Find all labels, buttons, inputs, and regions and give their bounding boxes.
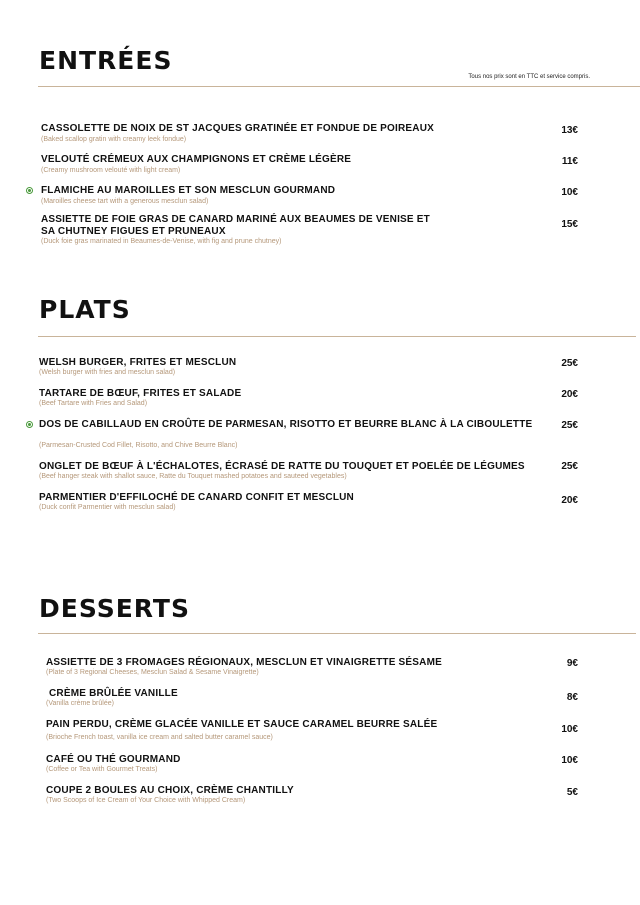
item-name: ASSIETTE DE 3 FROMAGES RÉGIONAUX, MESCLUN ET VINAIGRETTE SÉSAME [46,657,442,668]
item-price: 13€ [561,125,578,136]
item-description: (Brioche French toast, vanilla ice cream and salted butter caramel sauce) [46,734,273,741]
item-price: 10€ [561,755,578,766]
item-description: (Duck confit Parmentier with mesclun salad) [39,504,176,511]
item-price: 20€ [561,389,578,400]
item-description: (Vanilla crème brûlée) [46,700,114,707]
item-price: 15€ [561,219,578,230]
item-name: ASSIETTE DE FOIE GRAS DE CANARD MARINÉ AUX BEAUMES DE VENISE ET SA CHUTNEY FIGUES ET PRUNEAUX [41,214,430,237]
item-description: (Plate of 3 Regional Cheeses, Mesclun Salad & Sesame Vinaigrette) [46,669,259,676]
item-name: CASSOLETTE DE NOIX DE ST JACQUES GRATINÉE ET FONDUE DE POIREAUX [41,123,435,134]
item-description: (Two Scoops of Ice Cream of Your Choice with Whipped Cream) [46,797,246,804]
item-description: (Welsh burger with fries and mesclun salad) [39,369,176,376]
price-note: Tous nos prix sont en TTC et service compris. [468,74,590,80]
item-description: (Duck foie gras marinated in Beaumes-de-Venise, with fig and prune chutney) [41,238,282,245]
item-price: 5€ [566,787,578,798]
section-title-entrees: ENTRÉES [39,46,173,75]
item-name: PAIN PERDU, CRÈME GLACÉE VANILLE ET SAUCE CARAMEL BEURRE SALÉE [46,719,438,730]
item-price: 9€ [566,658,578,669]
item-description: (Coffee or Tea with Gourmet Treats) [46,766,158,773]
section-divider [38,86,640,87]
item-name: COUPE 2 BOULES AU CHOIX, CRÈME CHANTILLY [46,785,294,796]
item-price: 8€ [566,692,578,703]
item-price: 20€ [561,495,578,506]
item-price: 25€ [561,358,578,369]
item-description: (Beef hanger steak with shallot sauce, Ratte du Touquet mashed potatoes and sauteed vegetables) [39,473,347,480]
item-name: WELSH BURGER, FRITES ET MESCLUN [39,357,237,368]
section-title-plats: PLATS [39,295,131,324]
vegetarian-icon [26,187,33,194]
item-price: 10€ [561,724,578,735]
item-name: VELOUTÉ CRÉMEUX AUX CHAMPIGNONS ET CRÈME LÉGÈRE [41,154,352,165]
item-name: PARMENTIER D'EFFILOCHÉ DE CANARD CONFIT ET MESCLUN [39,492,354,503]
item-name: ONGLET DE BŒUF À L'ÉCHALOTES, ÉCRASÉ DE RATTE DU TOUQUET ET POELÉE DE LÉGUMES [39,461,525,472]
item-description: (Baked scallop gratin with creamy leek fondue) [41,136,187,143]
item-price: 10€ [561,187,578,198]
section-divider [38,633,636,634]
item-price: 25€ [561,461,578,472]
item-name: TARTARE DE BŒUF, FRITES ET SALADE [39,388,242,399]
section-divider [38,336,636,337]
item-description: (Maroilles cheese tart with a generous mesclun salad) [41,198,209,205]
item-name: DOS DE CABILLAUD EN CROÛTE DE PARMESAN, RISOTTO ET BEURRE BLANC À LA CIBOULETTE [39,419,533,430]
item-name: FLAMICHE AU MAROILLES ET SON MESCLUN GOURMAND [41,185,336,196]
item-name: CRÈME BRÛLÉE VANILLE [49,688,178,699]
section-title-desserts: DESSERTS [39,594,190,623]
item-description: (Creamy mushroom velouté with light cream) [41,167,181,174]
item-description: (Parmesan-Crusted Cod Fillet, Risotto, and Chive Beurre Blanc) [39,442,238,449]
item-price: 11€ [561,156,578,167]
item-price: 25€ [561,420,578,431]
vegetarian-icon [26,421,33,428]
item-description: (Beef Tartare with Fries and Salad) [39,400,148,407]
item-name: CAFÉ OU THÉ GOURMAND [46,754,181,765]
